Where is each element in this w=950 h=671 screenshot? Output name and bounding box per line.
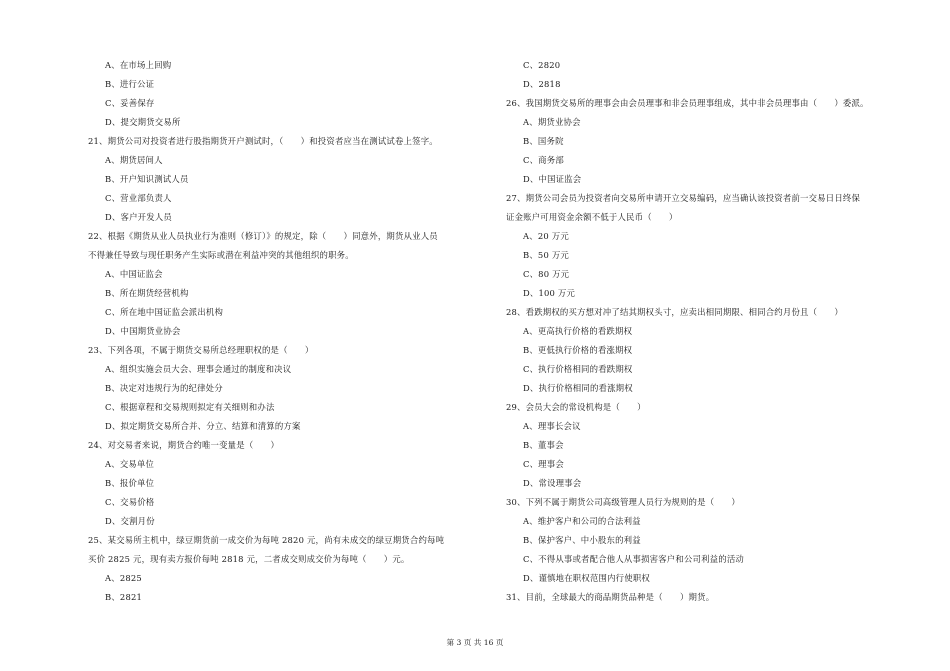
- answer-option: D、100 万元: [523, 288, 576, 298]
- question-text: 29、会员大会的常设机构是（ ）: [506, 402, 646, 412]
- answer-option: A、交易单位: [105, 459, 155, 469]
- question-text: 21、期货公司对投资者进行股指期货开户测试时，（ ）和投资者应当在测试试卷上签字。: [88, 136, 438, 146]
- question-text: 买价 2825 元，现有卖方报价每吨 2818 元，二者成交则成交价为每吨（ ）元。: [88, 554, 410, 564]
- answer-option: D、执行价格相同的看涨期权: [523, 383, 633, 393]
- answer-option: C、根据章程和交易规则拟定有关细则和办法: [105, 402, 275, 412]
- answer-option: A、组织实施会员大会、理事会通过的制度和决议: [105, 364, 292, 374]
- question-text: 不得兼任导致与现任职务产生实际或潜在利益冲突的其他组织的职务。: [88, 250, 354, 260]
- question-text: 30、下列不属于期货公司高级管理人员行为规则的是（ ）: [506, 497, 741, 507]
- answer-option: D、2818: [523, 79, 561, 89]
- answer-option: B、进行公证: [105, 79, 155, 89]
- answer-option: A、维护客户和公司的合法利益: [523, 516, 641, 526]
- question-text: 25、某交易所主机中，绿豆期货前一成交价为每吨 2820 元，尚有未成交的绿豆期货合约每吨: [88, 535, 445, 545]
- answer-option: C、执行价格相同的看跌期权: [523, 364, 633, 374]
- answer-option: A、期货业协会: [523, 117, 581, 127]
- question-text: 27、期货公司会员为投资者向交易所申请开立交易编码，应当确认该投资者前一交易日日终保: [506, 193, 861, 203]
- answer-option: A、期货居间人: [105, 155, 163, 165]
- answer-option: C、营业部负责人: [105, 193, 172, 203]
- answer-option: B、董事会: [523, 440, 564, 450]
- question-text: 证金账户可用资金余额不低于人民币（ ）: [506, 212, 678, 222]
- answer-option: B、更低执行价格的看涨期权: [523, 345, 633, 355]
- answer-option: B、决定对违规行为的纪律处分: [105, 383, 223, 393]
- question-text: 22、根据《期货从业人员执业行为准则（修订）》的规定，除（ ）同意外，期货从业人员: [88, 231, 438, 241]
- answer-option: B、国务院: [523, 136, 564, 146]
- page-footer: 第 3 页 共 16 页: [446, 638, 504, 647]
- answer-option: B、报价单位: [105, 478, 155, 488]
- answer-option: B、2821: [105, 592, 143, 602]
- answer-option: A、理事长会议: [523, 421, 581, 431]
- answer-option: B、开户知识测试人员: [105, 174, 189, 184]
- answer-option: C、商务部: [523, 155, 564, 165]
- answer-option: B、保护客户、中小股东的利益: [523, 535, 641, 545]
- answer-option: A、20 万元: [523, 231, 569, 241]
- question-text: 31、目前，全球最大的商品期货品种是（ ）期货。: [506, 592, 715, 602]
- answer-option: A、中国证监会: [105, 269, 163, 279]
- answer-option: B、所在期货经营机构: [105, 288, 189, 298]
- question-text: 28、看跌期权的买方想对冲了结其期权头寸，应卖出相同期限、相同合约月份且（ ）: [506, 307, 843, 317]
- answer-option: D、客户开发人员: [105, 212, 172, 222]
- answer-option: D、谨慎地在职权范围内行使职权: [523, 573, 650, 583]
- answer-option: C、不得从事或者配合他人从事损害客户和公司利益的活动: [523, 554, 744, 564]
- answer-option: A、更高执行价格的看跌期权: [523, 326, 633, 336]
- answer-option: B、50 万元: [523, 250, 569, 260]
- answer-option: D、中国期货业协会: [105, 326, 181, 336]
- answer-option: C、妥善保存: [105, 98, 155, 108]
- answer-option: C、2820: [523, 60, 561, 70]
- answer-option: D、中国证监会: [523, 174, 582, 184]
- answer-option: D、交割月份: [105, 516, 155, 526]
- answer-option: C、所在地中国证监会派出机构: [105, 307, 224, 317]
- answer-option: A、2825: [105, 573, 142, 583]
- answer-option: A、在市场上回购: [105, 60, 172, 70]
- question-text: 23、下列各项，不属于期货交易所总经理职权的是（ ）: [88, 345, 314, 355]
- answer-option: D、拟定期货交易所合并、分立、结算和清算的方案: [105, 421, 301, 431]
- answer-option: D、提交期货交易所: [105, 117, 181, 127]
- answer-option: C、理事会: [523, 459, 564, 469]
- answer-option: D、常设理事会: [523, 478, 582, 488]
- question-text: 24、对交易者来说，期货合约唯一变量是（ ）: [88, 440, 280, 450]
- answer-option: C、交易价格: [105, 497, 155, 507]
- answer-option: C、80 万元: [523, 269, 570, 279]
- question-text: 26、我国期货交易所的理事会由会员理事和非会员理事组成，其中非会员理事由（ ）委派。: [506, 98, 869, 108]
